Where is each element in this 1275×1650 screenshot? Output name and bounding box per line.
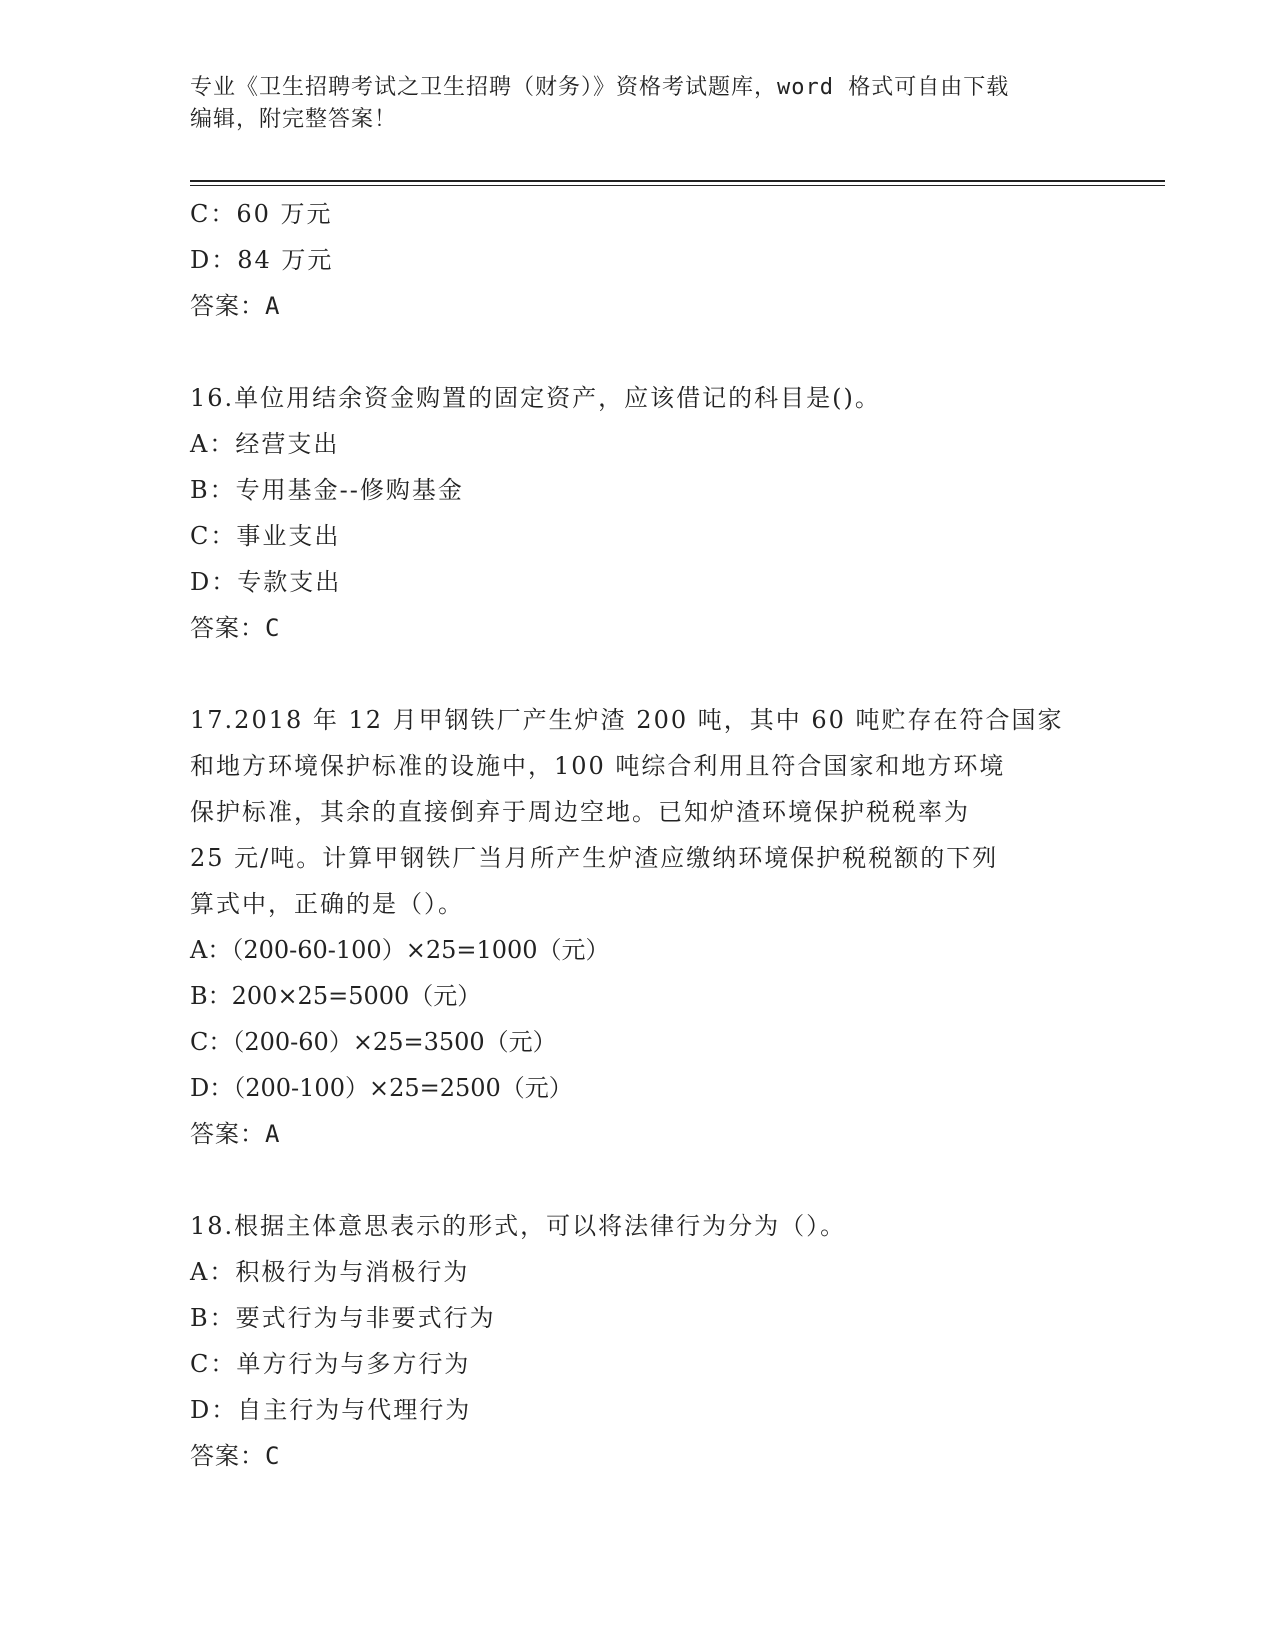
option-d: D：自主行为与代理行为 <box>190 1396 472 1424</box>
header-divider-thick <box>190 180 1165 182</box>
answer-line: 答案：C <box>190 614 281 642</box>
question-stem-line-5: 算式中，正确的是（）。 <box>190 890 464 918</box>
header-line-2: 编辑，附完整答案！ <box>190 107 398 132</box>
document-header <box>190 72 1090 136</box>
option-d: D：（200-100）×25=2500（元） <box>190 1074 573 1102</box>
spacer <box>190 329 1090 375</box>
question-stem-line-2: 和地方环境保护标准的设施中，100 吨综合利用且符合国家和地方环境 <box>190 752 1006 780</box>
option-c: C：事业支出 <box>190 522 341 550</box>
question-stem: 16.单位用结余资金购置的固定资产，应该借记的科目是()。 <box>190 384 881 412</box>
option-a: A：积极行为与消极行为 <box>190 1258 470 1286</box>
question-stem-line-4: 25 元/吨。计算甲钢铁厂当月所产生炉渣应缴纳环境保护税税额的下列 <box>190 844 999 872</box>
option-b: B：要式行为与非要式行为 <box>190 1304 496 1332</box>
answer-line: 答案：C <box>190 1442 281 1470</box>
question-stem-line-1: 17.2018 年 12 月甲钢铁厂产生炉渣 200 吨，其中 60 吨贮存在符合国家 <box>190 706 1064 734</box>
option-b: B：200×25=5000（元） <box>190 982 482 1010</box>
question-content <box>190 191 1090 1479</box>
spacer <box>190 1157 1090 1203</box>
prev-question-tail <box>190 191 1090 329</box>
question-stem: 18.根据主体意思表示的形式，可以将法律行为分为（）。 <box>190 1212 847 1240</box>
option-d: D：84 万元 <box>190 246 334 274</box>
spacer <box>190 651 1090 697</box>
option-d: D：专款支出 <box>190 568 342 596</box>
question-18 <box>190 1203 1090 1479</box>
option-b: B：专用基金--修购基金 <box>190 476 464 504</box>
option-c: C：60 万元 <box>190 200 333 228</box>
question-17 <box>190 697 1090 1157</box>
option-c: C：（200-60）×25=3500（元） <box>190 1028 557 1056</box>
answer-line: 答案：A <box>190 292 281 320</box>
option-a: A：（200-60-100）×25=1000（元） <box>190 936 610 964</box>
answer-line: 答案：A <box>190 1120 281 1148</box>
question-16 <box>190 375 1090 651</box>
header-divider-thin <box>190 185 1165 186</box>
header-line-1: 专业《卫生招聘考试之卫生招聘（财务）》资格考试题库，word 格式可自由下载 <box>190 75 1010 100</box>
option-a: A：经营支出 <box>190 430 340 458</box>
question-stem-line-3: 保护标准，其余的直接倒弃于周边空地。已知炉渣环境保护税税率为 <box>190 798 970 826</box>
option-c: C：单方行为与多方行为 <box>190 1350 471 1378</box>
